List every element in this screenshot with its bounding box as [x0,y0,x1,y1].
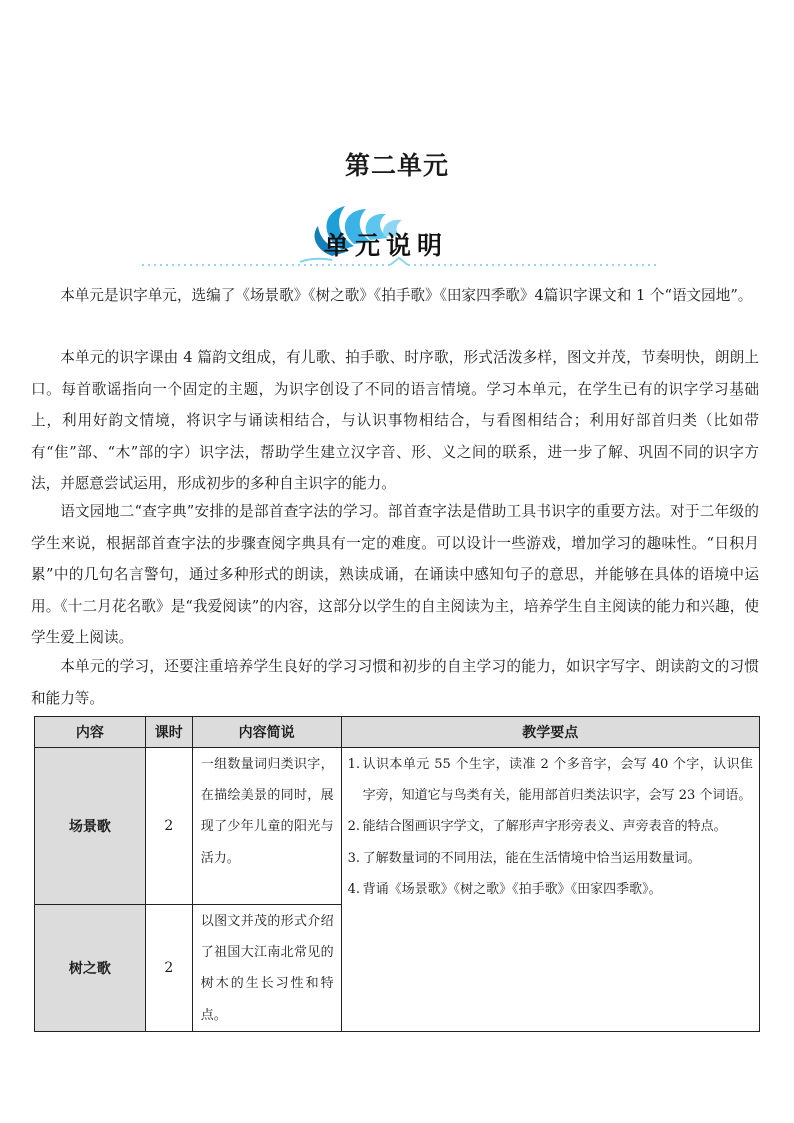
header-summary: 内容简说 [192,717,341,748]
lesson-hours: 2 [145,905,192,1032]
intro-paragraph-1: 本单元是识字单元，选编了《场景歌》《树之歌》《拍手歌》《田家四季歌》4篇识字课文和 1 个“语文园地”。 [60,287,753,304]
teaching-point [348,843,753,874]
lesson-hours: 2 [145,748,192,905]
header-hours: 课时 [145,717,192,748]
teaching-plan-table [34,716,760,1032]
teaching-points-cell [341,748,759,1032]
lesson-summary: 一组数量词归类识字，在描绘美景的同时，展现了少年儿童的阳光与活力。 [192,748,341,905]
point-number: 1. [347,757,360,772]
point-number: 4. [347,881,360,897]
point-text: 能结合图画识字学文，了解形声字形旁表义、声旁表音的特点。 [362,819,727,835]
point-text: 了解数量词的不同用法，能在生活情境中恰当运用数量词。 [362,850,701,866]
lesson-name: 树之歌 [35,905,146,1032]
teaching-point [348,811,753,842]
page-title: 第二单元 [344,151,449,180]
header-content: 内容 [35,717,146,748]
table-row [35,748,760,905]
lesson-summary: 以图文并茂的形式介绍了祖国大江南北常见的树木的生长习性和特点。 [192,905,341,1032]
point-text: 背诵《场景歌》《树之歌》《拍手歌》《田家四季歌》。 [362,881,662,897]
header-teaching-points: 教学要点 [341,717,759,748]
teaching-point [348,874,753,905]
lesson-name: 场景歌 [35,748,146,905]
intro-paragraph-2: 本单元的识字课由 4 篇韵文组成，有儿歌、拍手歌、时序歌，形式活泼多样，图文并茂，节奏明快，朗朗上口。每首歌谣指向一个固定的主题，为识字创设了不同的语言情境。学习本单元，在学生已有的识字学习基础上，利用好韵文情境，将识字与诵读相结合，与认识事物相结合，与看图相结合；利用好部首归类（比如带有“隹”部、“木”部的字）识字法，帮助学生建立汉字音、形、义之间的联系，进一步了解、巩固不同的识字方法，并愿意尝试运用，形成初步的多种自主识字的能力。 [31,349,759,493]
table-header-row [35,717,760,748]
point-number: 2. [347,819,360,835]
point-number: 3. [347,850,360,866]
intro-paragraph-4: 本单元的学习，还要注重培养学生良好的学习习惯和初步的自主学习的能力，如识字写字、朗读韵文的习惯和能力等。 [31,658,759,707]
intro-paragraph-3: 语文园地二“查字典”安排的是部首查字法的学习。部首查字法是借助工具书识字的重要方法。对于二年级的学生来说，根据部首查字法的步骤查阅字典具有一定的难度。可以设计一些游戏，增加学习的趣味性。“日积月累”中的几句名言警句，通过多种形式的朗读，熟读成诵，在诵读中感知句子的意思，并能够在具体的语境中运用。《十二月花名歌》是“我爱阅读”的内容，这部分以学生的自主阅读为主，培养学生自主阅读的能力和兴趣，使学生爱上阅读。 [31,503,759,647]
point-text: 认识本单元 55 个生字，读准 2 个多音字，会写 40 个字，认识隹字旁，知道它与鸟类有关，能用部首归类法识字，会写 23 个词语。 [362,757,753,804]
teaching-point [348,749,753,811]
section-heading: 单元说明 [324,231,449,260]
